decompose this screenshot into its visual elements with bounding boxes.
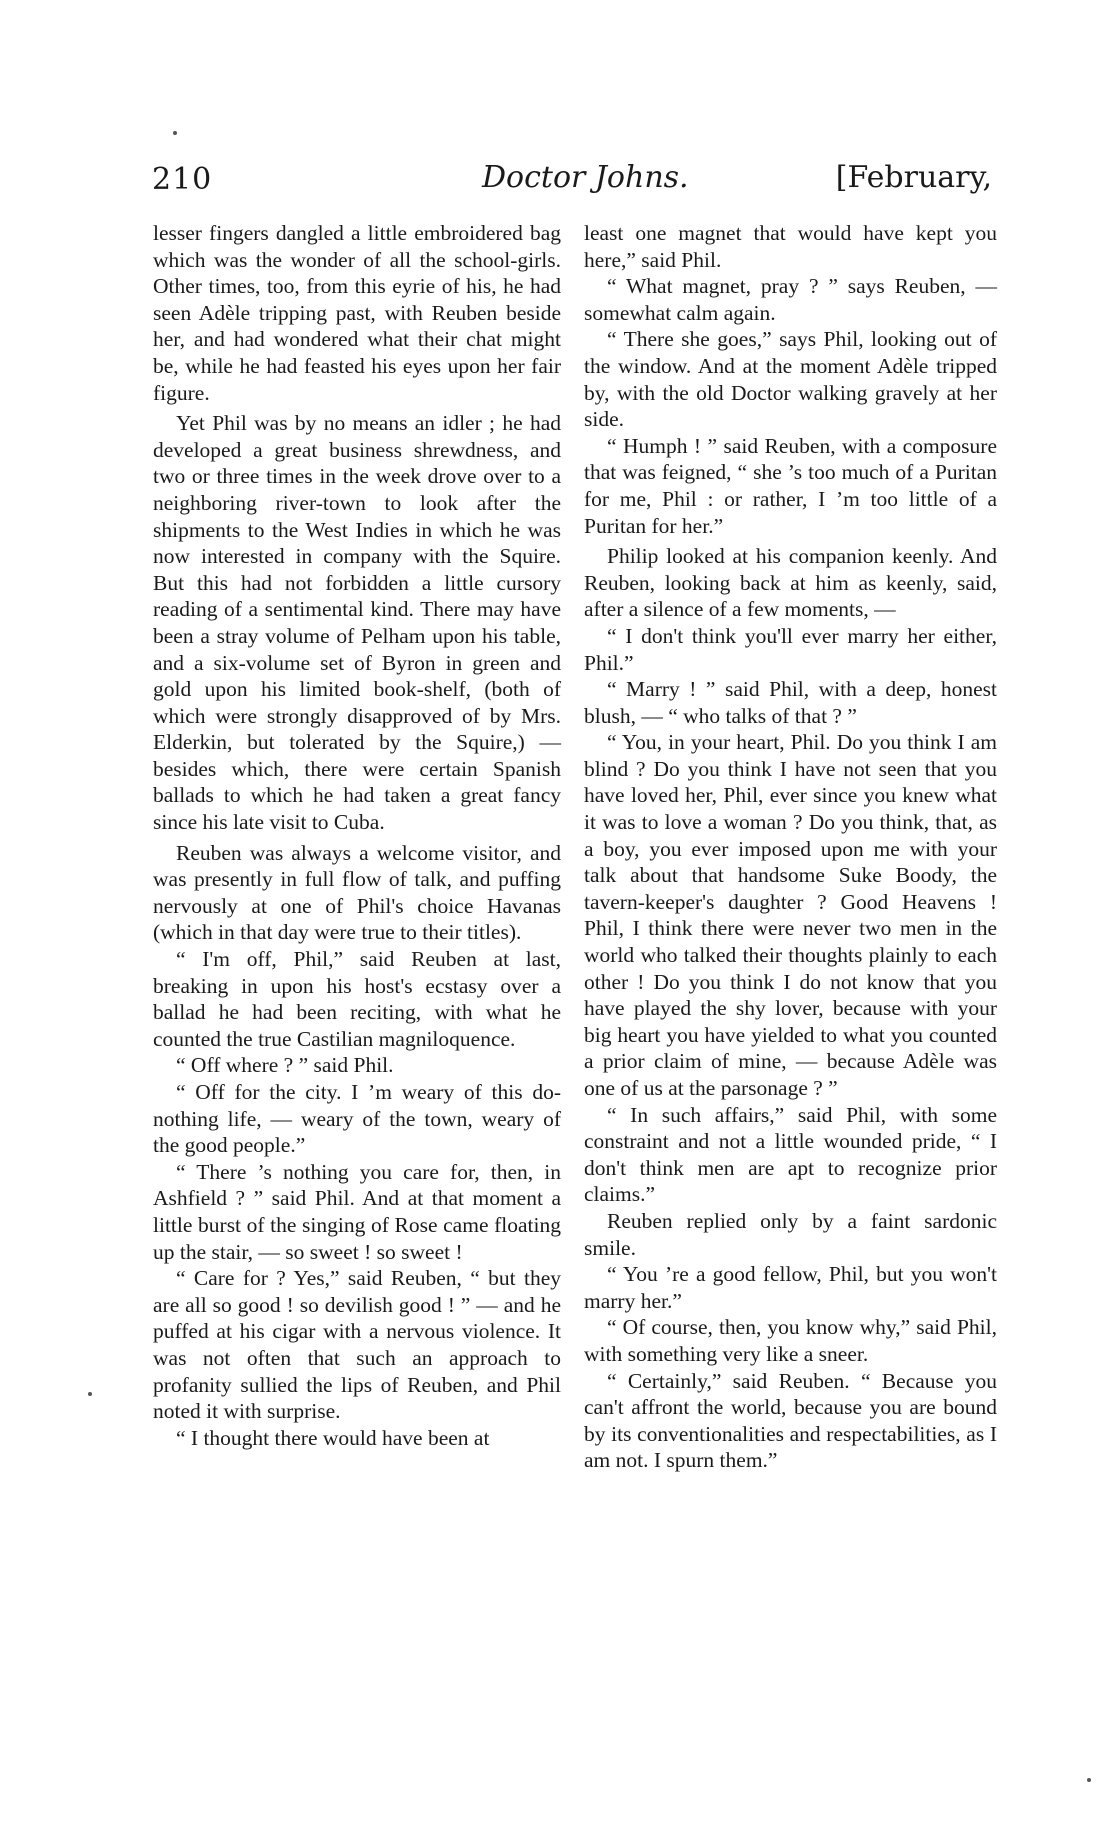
print-speck <box>88 1392 92 1396</box>
print-speck <box>1087 1778 1091 1782</box>
paragraph: “ I'm off, Phil,” said Reuben at last, breaking in upon his host's ecstasy over a ballad he had been reciting, with what he counted the true Castilian magniloquence. <box>153 947 561 1051</box>
paragraph: Reuben was always a welcome visitor, and was presently in full flow of talk, and puffing nervously at one of Phil's choice Havanas (which in that day were true to their titles). <box>153 840 561 945</box>
page-number: 210 <box>152 162 213 197</box>
running-header <box>152 158 992 198</box>
paragraph: least one magnet that would have kept you here,” said Phil. <box>584 221 997 272</box>
paragraph: Philip looked at his companion keenly. And Reuben, looking back at him as keenly, said, after a silence of a few moments, — <box>584 544 997 622</box>
paragraph: “ There she goes,” says Phil, looking out of the window. And at the moment Adèle tripped by, with the old Doctor walking gravely at her side. <box>584 327 997 432</box>
paragraph: “ You ’re a good fellow, Phil, but you won't marry her.” <box>584 1262 997 1313</box>
right-column <box>584 220 997 1474</box>
paragraph: “ Marry ! ” said Phil, with a deep, honest blush, — “ who talks of that ? ” <box>584 677 997 728</box>
paragraph: “ You, in your heart, Phil. Do you think I am blind ? Do you think I have not seen that you have loved her, Phil, ever since you knew what it was to love a woman ? Do you think, that, as a boy, you ever imposed upon me with your talk about that handsome Suke Boody, the tavern-keeper's daughter ? Good Heavens ! Phil, I think there were never two men in the world who talked their thoughts plainly to each other ! Do you think I do not know that you have played the shy lover, because with your big heart you have yielded to what you counted a prior claim of mine, — because Adèle was one of us at the parsonage ? ” <box>584 730 997 1100</box>
paragraph: Reuben replied only by a faint sardonic smile. <box>584 1208 997 1260</box>
paragraph: “ I thought there would have been at <box>176 1425 490 1450</box>
paragraph: lesser fingers dangled a little embroidered bag which was the wonder of all the school-girls. Other times, too, from this eyrie of his, he had seen Adèle tripping past, with Reuben beside her, and had wondered what their chat might be, while he had feasted his eyes upon her fair figure. <box>153 221 561 405</box>
paragraph: “ In such affairs,” said Phil, with some constraint and not a little wounded pride, “ I don't think men are apt to recognize prior claims.” <box>584 1102 997 1207</box>
paragraph: “ What magnet, pray ? ” says Reuben, — somewhat calm again. <box>584 274 997 325</box>
paragraph: “ Care for ? Yes,” said Reuben, “ but they are all so good ! so devilish good ! ” — and he puffed at his cigar with a nervous violence. It was not often that such an approach to profanity sullied the lips of Reuben, and Phil noted it with surprise. <box>153 1266 561 1424</box>
paragraph: “ Off where ? ” said Phil. <box>176 1053 394 1078</box>
paragraph: “ There ’s nothing you care for, then, in Ashfield ? ” said Phil. And at that moment a little burst of the singing of Rose came floating up the stair, — so sweet ! so sweet ! <box>153 1159 561 1264</box>
paragraph: “ Off for the city. I ’m weary of this do-nothing life, — weary of the town, weary of the good people.” <box>153 1080 561 1158</box>
print-speck <box>173 131 177 135</box>
running-title: Doctor Johns. <box>482 160 689 195</box>
paragraph: “ Certainly,” said Reuben. “ Because you can't affront the world, because you are bound by its conventionalities and respectabilities, as I am not. I spurn them.” <box>584 1368 997 1473</box>
paragraph: Yet Phil was by no means an idler ; he had developed a great business shrewdness, and two or three times in the week drove over to a neighboring river-town to look after the shipments to the West Indies in which he was now interested in company with the Squire. But this had not forbidden a little cursory reading of a sentimental kind. There may have been a stray volume of Pelham upon his table, and a six-volume set of Byron in green and gold upon his limited book-shelf, (both of which were strongly disapproved of by Mrs. Elderkin, but tolerated by the Squire,) — besides which, there were certain Spanish ballads to which he had taken a great fancy since his late visit to Cuba. <box>153 411 561 835</box>
paragraph: “ I don't think you'll ever marry her either, Phil.” <box>584 623 997 675</box>
left-column <box>153 220 561 1451</box>
running-date: [February, <box>835 160 992 195</box>
paragraph: “ Of course, then, you know why,” said Phil, with something very like a sneer. <box>584 1315 997 1366</box>
paragraph: “ Humph ! ” said Reuben, with a composure that was feigned, “ she ’s too much of a Puritan for me, Phil : or rather, I ’m too little of a Puritan for her.” <box>584 433 997 538</box>
